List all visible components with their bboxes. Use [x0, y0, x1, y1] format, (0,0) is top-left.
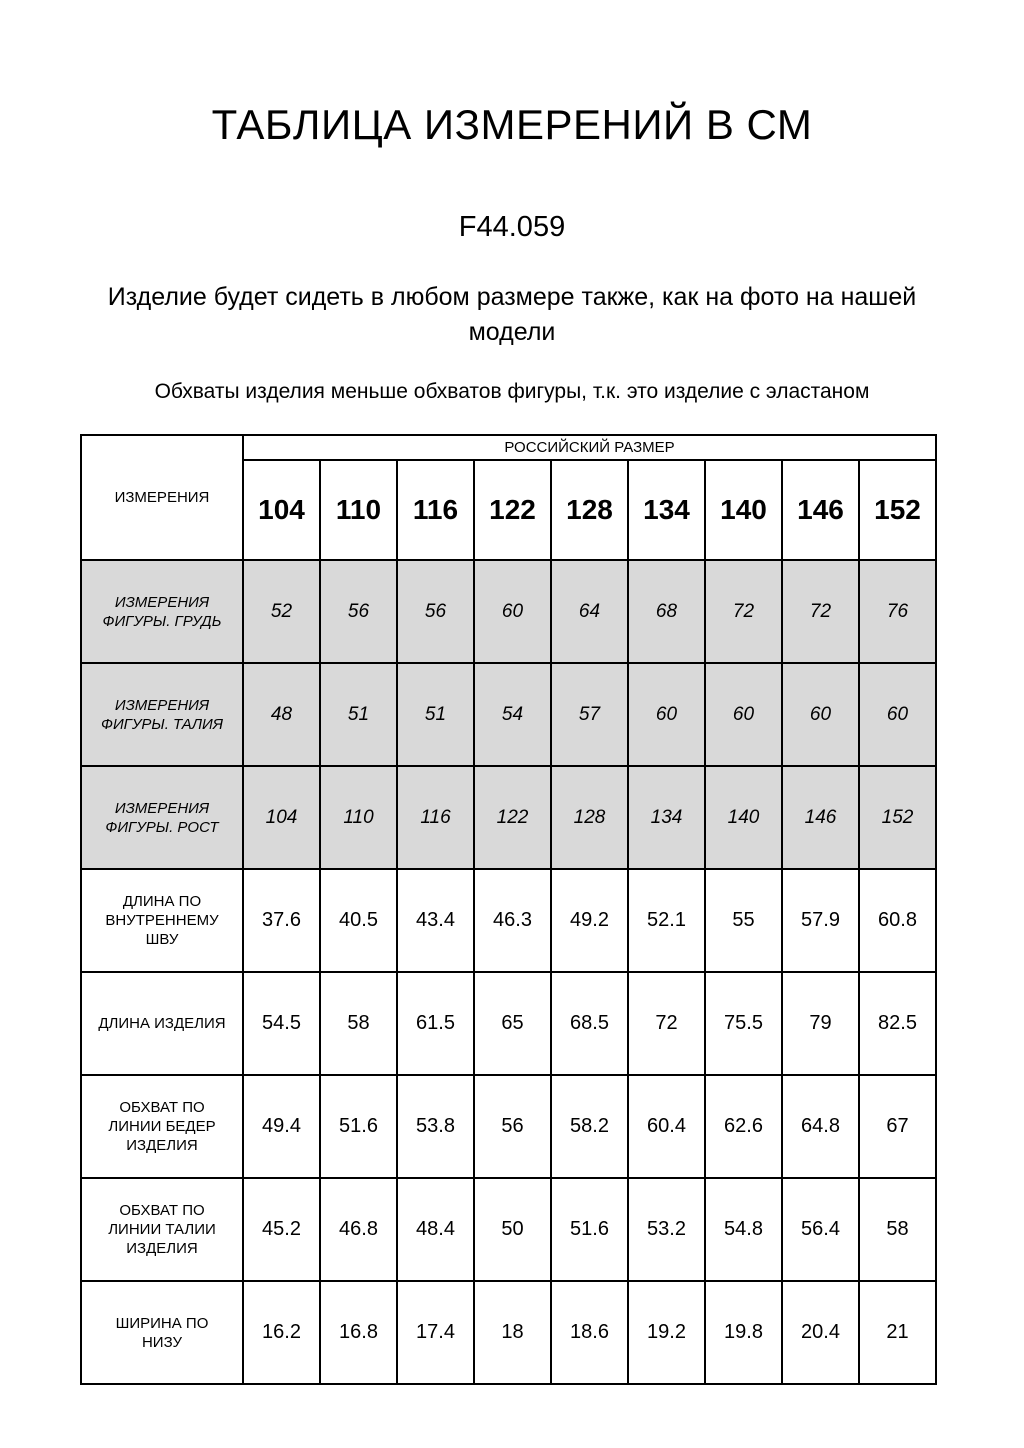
elastane-note: Обхваты изделия меньше обхватов фигуры, т.к. это изделие с эластаном — [154, 380, 870, 403]
value-cell: 75.5 — [705, 972, 782, 1075]
value-cell: 64 — [551, 560, 628, 663]
value-cell: 53.2 — [628, 1178, 705, 1281]
value-cell: 140 — [705, 766, 782, 869]
value-cell: 52.1 — [628, 869, 705, 972]
value-cell: 122 — [474, 766, 551, 869]
value-cell: 48.4 — [397, 1178, 474, 1281]
row-label: ИЗМЕРЕНИЯ ФИГУРЫ. ГРУДЬ — [81, 560, 243, 663]
value-cell: 16.2 — [243, 1281, 320, 1384]
value-cell: 18.6 — [551, 1281, 628, 1384]
value-cell: 72 — [628, 972, 705, 1075]
value-cell: 60.4 — [628, 1075, 705, 1178]
value-cell: 54.5 — [243, 972, 320, 1075]
value-cell: 16.8 — [320, 1281, 397, 1384]
value-cell: 76 — [859, 560, 936, 663]
value-cell: 60 — [782, 663, 859, 766]
value-cell: 46.3 — [474, 869, 551, 972]
value-cell: 18 — [474, 1281, 551, 1384]
value-cell: 60 — [628, 663, 705, 766]
size-header-cell: 110 — [320, 460, 397, 560]
value-cell: 57.9 — [782, 869, 859, 972]
table-row — [81, 1178, 936, 1281]
value-cell: 57 — [551, 663, 628, 766]
value-cell: 20.4 — [782, 1281, 859, 1384]
value-cell: 116 — [397, 766, 474, 869]
value-cell: 62.6 — [705, 1075, 782, 1178]
value-cell: 45.2 — [243, 1178, 320, 1281]
table-row — [81, 766, 936, 869]
value-cell: 49.4 — [243, 1075, 320, 1178]
size-header-cell: 152 — [859, 460, 936, 560]
value-cell: 82.5 — [859, 972, 936, 1075]
value-cell: 61.5 — [397, 972, 474, 1075]
value-cell: 19.2 — [628, 1281, 705, 1384]
value-cell: 104 — [243, 766, 320, 869]
row-label: ШИРИНА ПО НИЗУ — [81, 1281, 243, 1384]
value-cell: 60.8 — [859, 869, 936, 972]
value-cell: 43.4 — [397, 869, 474, 972]
value-cell: 72 — [705, 560, 782, 663]
row-label: ИЗМЕРЕНИЯ ФИГУРЫ. РОСТ — [81, 766, 243, 869]
value-cell: 54.8 — [705, 1178, 782, 1281]
value-cell: 58 — [859, 1178, 936, 1281]
table-row — [81, 1281, 936, 1384]
size-header-cell: 134 — [628, 460, 705, 560]
value-cell: 110 — [320, 766, 397, 869]
row-label: ДЛИНА ИЗДЕЛИЯ — [81, 972, 243, 1075]
table-row — [81, 869, 936, 972]
table-row — [81, 1075, 936, 1178]
value-cell: 146 — [782, 766, 859, 869]
value-cell: 52 — [243, 560, 320, 663]
size-header-cell: 140 — [705, 460, 782, 560]
model-code: F44.059 — [458, 211, 566, 243]
value-cell: 37.6 — [243, 869, 320, 972]
value-cell: 53.8 — [397, 1075, 474, 1178]
value-cell: 58 — [320, 972, 397, 1075]
value-cell: 152 — [859, 766, 936, 869]
value-cell: 51 — [397, 663, 474, 766]
measurements-corner-header: ИЗМЕРЕНИЯ — [81, 435, 243, 560]
russian-size-group-header: РОССИЙСКИЙ РАЗМЕР — [243, 435, 936, 460]
table-header-row — [81, 435, 936, 460]
value-cell: 64.8 — [782, 1075, 859, 1178]
size-header-cell: 146 — [782, 460, 859, 560]
value-cell: 60 — [705, 663, 782, 766]
value-cell: 72 — [782, 560, 859, 663]
size-header-cell: 122 — [474, 460, 551, 560]
size-header-cell: 128 — [551, 460, 628, 560]
value-cell: 60 — [474, 560, 551, 663]
value-cell: 51.6 — [320, 1075, 397, 1178]
table-row — [81, 972, 936, 1075]
measurements-table — [80, 434, 937, 1385]
value-cell: 49.2 — [551, 869, 628, 972]
value-cell: 65 — [474, 972, 551, 1075]
row-label: ИЗМЕРЕНИЯ ФИГУРЫ. ТАЛИЯ — [81, 663, 243, 766]
value-cell: 46.8 — [320, 1178, 397, 1281]
value-cell: 51.6 — [551, 1178, 628, 1281]
page-title: ТАБЛИЦА ИЗМЕРЕНИЙ В СМ — [211, 101, 813, 148]
value-cell: 60 — [859, 663, 936, 766]
value-cell: 128 — [551, 766, 628, 869]
row-label: ОБХВАТ ПО ЛИНИИ БЕДЕР ИЗДЕЛИЯ — [81, 1075, 243, 1178]
value-cell: 58.2 — [551, 1075, 628, 1178]
value-cell: 50 — [474, 1178, 551, 1281]
value-cell: 19.8 — [705, 1281, 782, 1384]
row-label: ДЛИНА ПО ВНУТРЕННЕМУ ШВУ — [81, 869, 243, 972]
value-cell: 51 — [320, 663, 397, 766]
table-row — [81, 560, 936, 663]
value-cell: 48 — [243, 663, 320, 766]
value-cell: 56 — [474, 1075, 551, 1178]
fit-note: Изделие будет сидеть в любом размере также, как на фото на нашей модели — [107, 283, 917, 346]
value-cell: 40.5 — [320, 869, 397, 972]
value-cell: 21 — [859, 1281, 936, 1384]
value-cell: 68 — [628, 560, 705, 663]
value-cell: 56 — [320, 560, 397, 663]
value-cell: 54 — [474, 663, 551, 766]
value-cell: 17.4 — [397, 1281, 474, 1384]
value-cell: 67 — [859, 1075, 936, 1178]
value-cell: 68.5 — [551, 972, 628, 1075]
value-cell: 134 — [628, 766, 705, 869]
value-cell: 79 — [782, 972, 859, 1075]
value-cell: 55 — [705, 869, 782, 972]
table-row — [81, 663, 936, 766]
row-label: ОБХВАТ ПО ЛИНИИ ТАЛИИ ИЗДЕЛИЯ — [81, 1178, 243, 1281]
value-cell: 56.4 — [782, 1178, 859, 1281]
size-header-cell: 104 — [243, 460, 320, 560]
value-cell: 56 — [397, 560, 474, 663]
size-header-cell: 116 — [397, 460, 474, 560]
